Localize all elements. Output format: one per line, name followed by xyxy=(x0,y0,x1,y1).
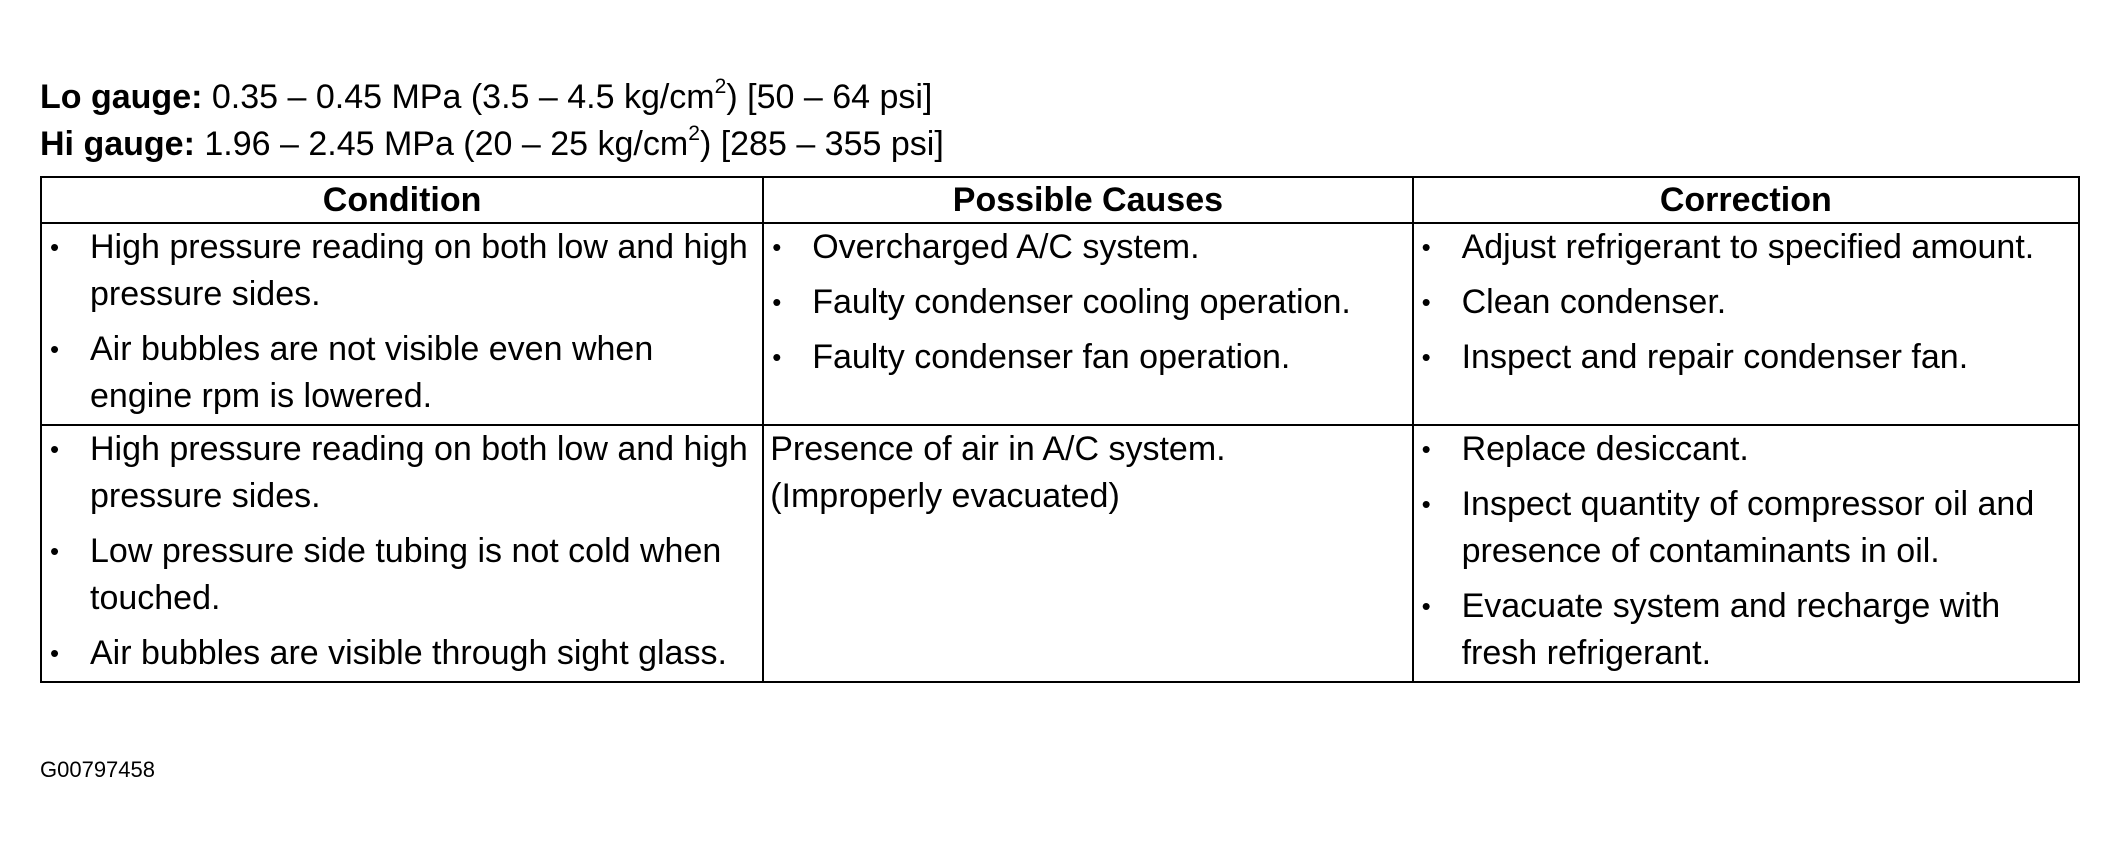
list-item: • Low pressure side tubing is not cold when touched. xyxy=(46,528,758,622)
list-item: • Air bubbles are not visible even when engine rpm is lowered. xyxy=(46,326,758,420)
hi-gauge-spec xyxy=(40,121,944,168)
list-item: • High pressure reading on both low and high pressure sides. xyxy=(46,426,758,520)
list-item: • Evacuate system and recharge with fresh refrigerant. xyxy=(1418,583,2074,677)
list-item: • Faulty condenser cooling operation. xyxy=(768,279,1407,326)
lo-gauge-spec xyxy=(40,74,944,121)
hi-gauge-label: Hi gauge: xyxy=(40,125,195,163)
hi-gauge-superscript: 2 xyxy=(688,121,700,145)
list-item: • Adjust refrigerant to specified amount. xyxy=(1418,224,2074,271)
correction-cell xyxy=(1413,223,2079,425)
lo-gauge-value-suffix: ) [50 – 64 psi] xyxy=(726,78,933,116)
causes-cell xyxy=(763,425,1412,682)
list-item: • Air bubbles are visible through sight glass. xyxy=(46,630,758,677)
lo-gauge-value-prefix: 0.35 – 0.45 MPa (3.5 – 4.5 kg/cm xyxy=(211,78,715,116)
list-item: • High pressure reading on both low and high pressure sides. xyxy=(46,224,758,318)
header-condition: Condition xyxy=(41,177,763,223)
list-item: • Inspect quantity of compressor oil and presence of contaminants in oil. xyxy=(1418,481,2074,575)
condition-cell xyxy=(41,223,763,425)
gauge-specs xyxy=(40,74,944,168)
list-item: • Replace desiccant. xyxy=(1418,426,2074,473)
header-possible-causes: Possible Causes xyxy=(763,177,1412,223)
header-correction: Correction xyxy=(1413,177,2079,223)
diagnosis-table xyxy=(40,176,2080,683)
list-item: • Faulty condenser fan operation. xyxy=(768,334,1407,381)
condition-cell xyxy=(41,425,763,682)
hi-gauge-value-prefix: 1.96 – 2.45 MPa (20 – 25 kg/cm xyxy=(204,125,689,163)
lo-gauge-label: Lo gauge: xyxy=(40,78,203,116)
table-row xyxy=(41,223,2079,425)
cause-text: (Improperly evacuated) xyxy=(770,477,1120,515)
hi-gauge-value-suffix: ) [285 – 355 psi] xyxy=(699,125,944,163)
figure-id: G00797458 xyxy=(40,757,155,782)
cause-text: Presence of air in A/C system. xyxy=(770,430,1226,468)
causes-list xyxy=(768,224,1407,385)
list-item: • Inspect and repair condenser fan. xyxy=(1418,334,2074,381)
correction-cell xyxy=(1413,425,2079,682)
list-item: • Clean condenser. xyxy=(1418,279,2074,326)
list-item: • Overcharged A/C system. xyxy=(768,224,1407,271)
table-header-row xyxy=(41,177,2079,223)
condition-list xyxy=(46,224,758,424)
lo-gauge-superscript: 2 xyxy=(714,74,727,98)
causes-cell xyxy=(763,223,1412,425)
correction-list xyxy=(1418,224,2074,385)
condition-list xyxy=(46,426,758,681)
correction-list xyxy=(1418,426,2074,681)
table-row xyxy=(41,425,2079,682)
